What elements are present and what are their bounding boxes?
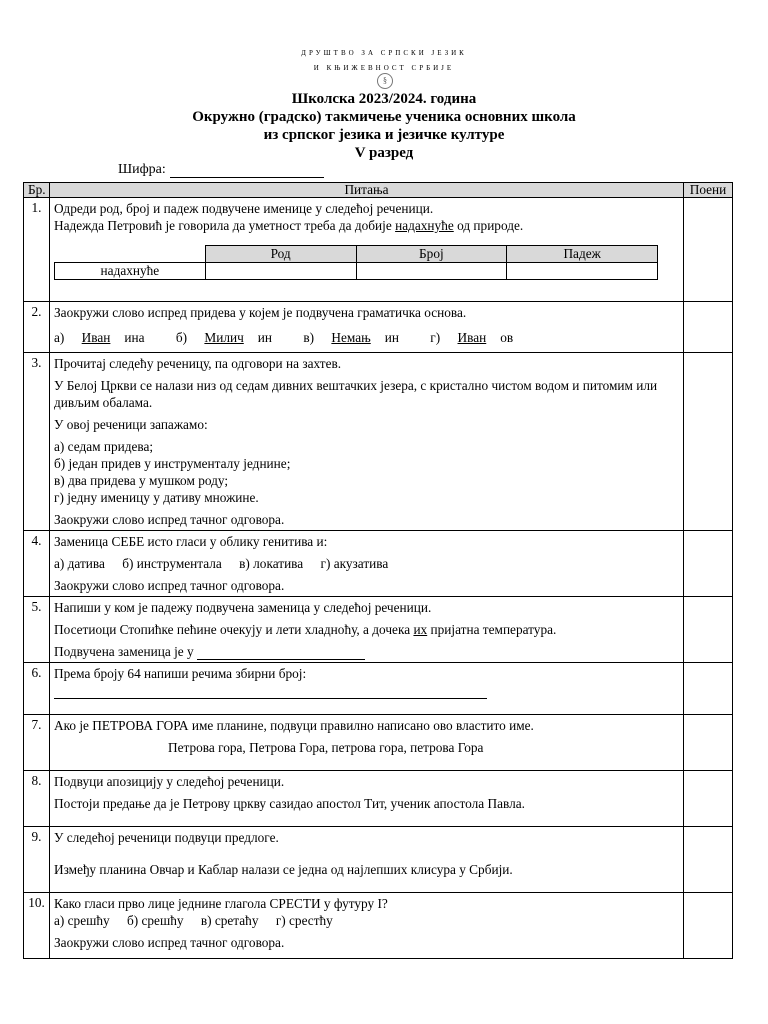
grid-header-padez: Падеж — [507, 246, 658, 263]
points-cell[interactable] — [684, 597, 733, 663]
questions-table — [23, 182, 733, 959]
answer-cell-padez[interactable] — [507, 263, 658, 280]
question-row-7 — [24, 715, 733, 771]
org-name-line1: ДРУШТВО ЗА СРПСКИ ЈЕЗИК — [301, 49, 467, 57]
question-text: Напиши у ком је падежу подвучена заменица у следећој реченици. — [54, 600, 432, 615]
code-field — [118, 162, 324, 178]
question-number: 5. — [24, 597, 50, 663]
question-sentence: У Белој Цркви се налази низ од седам дивних вештачких језера, с кристално чистом водом и питомим или дивљим обалама. — [54, 378, 658, 410]
question-body — [50, 353, 684, 531]
option-d[interactable]: г) Иван ов — [430, 330, 514, 345]
option-d[interactable]: г) акузатива — [320, 556, 389, 571]
points-cell[interactable] — [684, 715, 733, 771]
question-text: Заменица СЕБЕ исто гласи у облику генитива и: — [54, 534, 328, 549]
question-number: 2. — [24, 302, 50, 353]
answer-cell-rod[interactable] — [205, 263, 356, 280]
option-b[interactable]: б) инструментала — [122, 556, 222, 571]
points-cell[interactable] — [684, 198, 733, 302]
question-number: 6. — [24, 663, 50, 715]
question-body — [50, 715, 684, 771]
answer-blank[interactable] — [54, 685, 487, 699]
question-body — [50, 302, 684, 353]
option-c[interactable]: в) сретаћу — [200, 913, 259, 928]
question-body — [50, 198, 684, 302]
question-text: Према броју 64 напиши речима збирни број: — [54, 666, 307, 681]
question-instruction: Заокружи слово испред тачног одговора. — [54, 512, 285, 527]
table-header-row — [24, 183, 733, 198]
option-b[interactable]: б) срешћу — [126, 913, 184, 928]
question-body — [50, 663, 684, 715]
option-c[interactable]: в) Немањ ин — [303, 330, 399, 345]
question-row-10 — [24, 893, 733, 959]
points-cell[interactable] — [684, 663, 733, 715]
question-row-5 — [24, 597, 733, 663]
org-name-line2: И КЊИЖЕВНОСТ СРБИЈЕ — [313, 64, 455, 72]
question-body — [50, 597, 684, 663]
answer-options — [54, 912, 679, 929]
question-text: Подвуци апозицију у следећој реченици. — [54, 774, 285, 789]
question-row-4 — [24, 531, 733, 597]
col-header-points: Поени — [684, 183, 733, 198]
answer-blank[interactable] — [197, 646, 365, 660]
option-c[interactable]: в) локатива — [239, 556, 304, 571]
question-text: Како гласи прво лице једнине глагола СРЕСТИ у футуру I? — [54, 896, 388, 911]
option-d[interactable]: г) једну именицу у дативу множине. — [54, 490, 259, 505]
question-row-9 — [24, 827, 733, 893]
question-row-2 — [24, 302, 733, 353]
answer-line: Подвучена заменица је у — [54, 643, 679, 660]
answer-cell-broj[interactable] — [356, 263, 507, 280]
question-body — [50, 893, 684, 959]
question-sentence[interactable]: Између планина Овчар и Каблар налази се једна од најлепших клисура у Србији. — [54, 862, 513, 877]
grid-row-label: надахнуће — [55, 263, 206, 280]
option-b[interactable]: б) један придев у инструменталу једнине; — [54, 456, 291, 471]
option-b[interactable]: б) Милич ин — [175, 330, 273, 345]
answer-line — [54, 682, 679, 699]
question-body — [50, 827, 684, 893]
question-row-8 — [24, 771, 733, 827]
question-number: 1. — [24, 198, 50, 302]
answer-options — [54, 329, 679, 346]
grid-header-broj: Број — [356, 246, 507, 263]
question-number: 7. — [24, 715, 50, 771]
question-instruction: Заокружи слово испред тачног одговора. — [54, 578, 285, 593]
question-body — [50, 771, 684, 827]
points-cell[interactable] — [684, 353, 733, 531]
question-text: Прочитај следећу реченицу, па одговори на захтев. — [54, 356, 342, 371]
question-row-6 — [24, 663, 733, 715]
option-a[interactable]: а) Иван ина — [54, 330, 145, 345]
question-row-3 — [24, 353, 733, 531]
option-c[interactable]: в) два придева у мушком роду; — [54, 473, 229, 488]
question-number: 9. — [24, 827, 50, 893]
grade-title: V разред — [354, 145, 414, 161]
question-number: 4. — [24, 531, 50, 597]
name-options[interactable]: Петрова гора, Петрова Гора, петрова гора, петрова Гора — [168, 740, 484, 755]
question-text: Одреди род, број и падеж подвучене именице у следећој реченици. — [54, 201, 434, 216]
option-a[interactable]: а) срешћу — [54, 913, 110, 928]
answer-grid — [54, 245, 658, 280]
col-header-questions: Питања — [50, 183, 684, 198]
col-header-number: Бр. — [24, 183, 50, 198]
code-input-line[interactable] — [170, 163, 324, 178]
question-sentence[interactable]: Постоји предање да је Петрову цркву сазидао апостол Тит, ученик апостола Павла. — [54, 796, 525, 811]
option-a[interactable]: а) седам придева; — [54, 439, 154, 454]
competition-title: Окружно (градско) такмичење ученика основних школа — [192, 109, 576, 125]
points-cell[interactable] — [684, 771, 733, 827]
points-cell[interactable] — [684, 531, 733, 597]
question-number: 8. — [24, 771, 50, 827]
points-cell[interactable] — [684, 893, 733, 959]
question-lead: У овој реченици запажамо: — [54, 417, 208, 432]
answer-options — [54, 555, 679, 572]
question-sentence: Посетиоци Стопићке пећине очекују и лети хладноћу, а дочека их пријатна температура. — [54, 622, 557, 637]
society-emblem-icon: § — [377, 73, 393, 89]
question-instruction: Заокружи слово испред тачног одговора. — [54, 935, 285, 950]
question-body — [50, 531, 684, 597]
question-number: 10. — [24, 893, 50, 959]
option-a[interactable]: а) датива — [54, 556, 105, 571]
question-text: Заокружи слово испред придева у којем је подвучена граматичка основа. — [54, 305, 467, 320]
grid-header-rod: Род — [205, 246, 356, 263]
question-text: Ако је ПЕТРОВА ГОРА име планине, подвуци правилно написано ово властито име. — [54, 718, 534, 733]
question-text: У следећој реченици подвуци предлоге. — [54, 830, 279, 845]
question-sentence: Надежда Петровић је говорила да уметност треба да добије надахнуће од природе. — [54, 218, 524, 233]
points-cell[interactable] — [684, 302, 733, 353]
question-row-1 — [24, 198, 733, 302]
subject-title: из српског језика и језичке културе — [263, 127, 505, 143]
points-cell[interactable] — [684, 827, 733, 893]
question-number: 3. — [24, 353, 50, 531]
code-label: Шифра: — [118, 162, 166, 177]
school-year-title: Школска 2023/2024. година — [291, 91, 477, 107]
option-d[interactable]: г) срестћу — [275, 913, 333, 928]
